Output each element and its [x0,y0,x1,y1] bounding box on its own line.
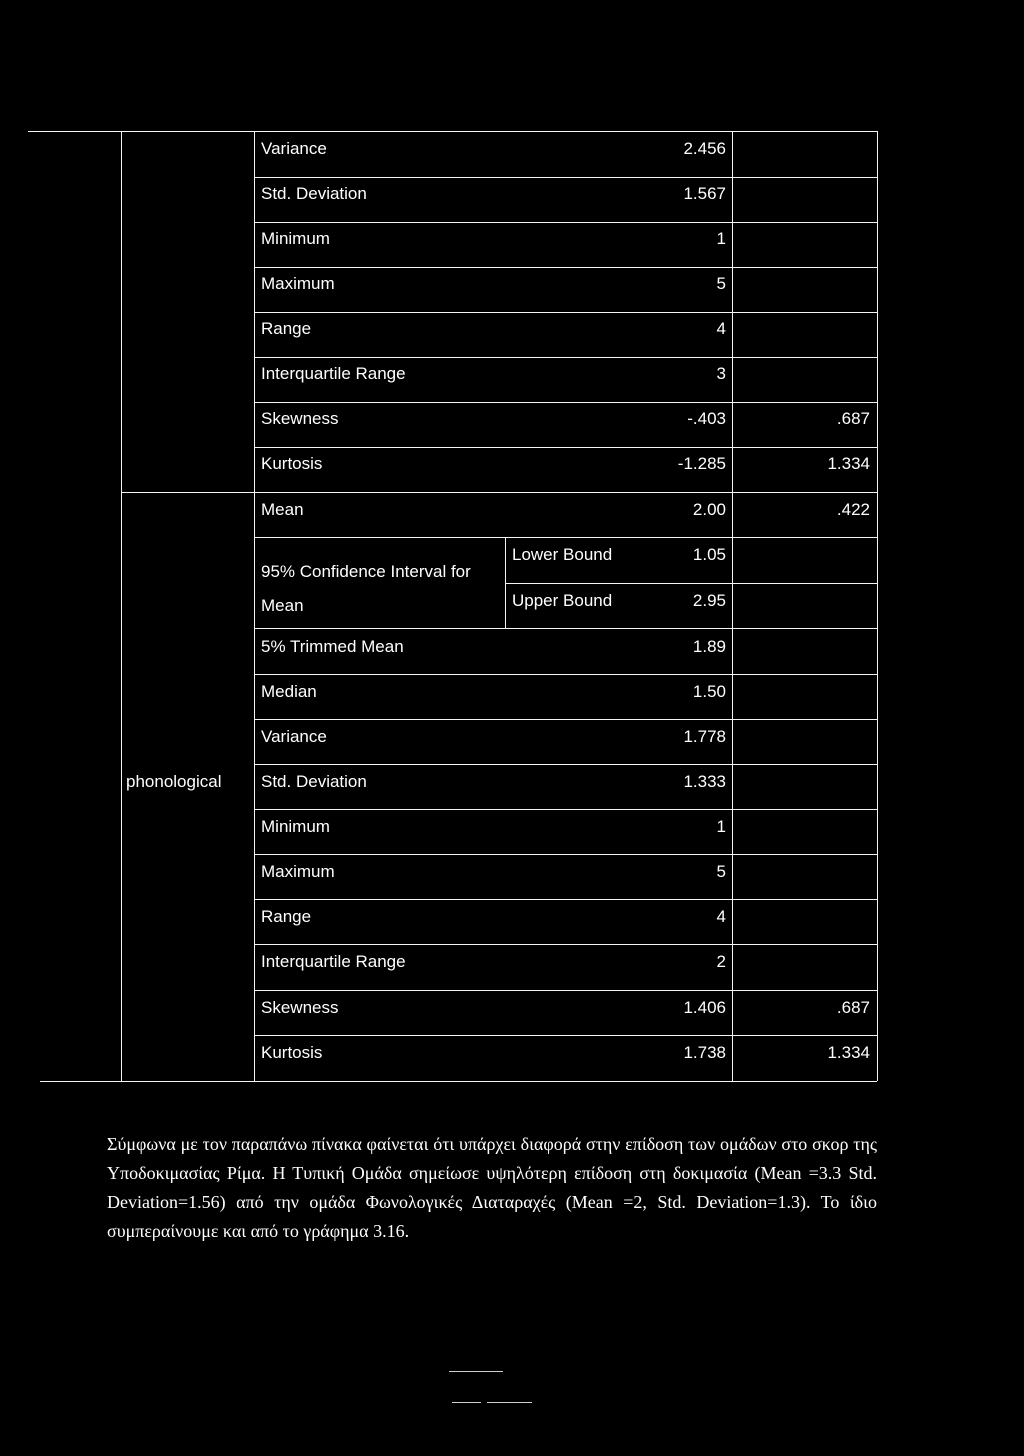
statistic-label: Range [261,907,312,926]
row-divider [254,1035,877,1036]
statistic-label: 5% Trimmed Mean [261,637,404,656]
statistic-value: 2 [716,952,726,971]
statistic-value: 1.406 [683,998,726,1017]
row-divider [254,944,877,945]
row-divider [254,222,877,223]
row-divider [254,719,877,720]
statistic-label: Std. Deviation [261,772,367,791]
row-divider [254,674,877,675]
row-divider [254,357,877,358]
statistic-value: 5 [716,862,726,881]
statistic-value: 1.05 [692,545,726,564]
statistic-label: Skewness [261,409,339,428]
row-divider [254,267,877,268]
statistic-value: 1.778 [683,727,726,746]
footer-rule-upper [449,1371,503,1372]
row-divider [254,899,877,900]
statistic-value: 5 [716,274,726,293]
row-divider [254,402,877,403]
row-divider [254,764,877,765]
row-divider [254,628,877,629]
row-divider [254,312,877,313]
table-right-border [877,131,878,1081]
statistic-value: -1.285 [677,454,726,473]
row-divider [254,809,877,810]
confidence-subcolumn-divider [505,537,506,628]
statistic-value: 1.738 [683,1043,726,1062]
table-top-border [121,131,877,132]
statistic-std-error: .687 [836,998,870,1017]
row-divider [254,990,877,991]
statistic-value: 4 [716,319,726,338]
outer-left-border [121,131,122,1081]
statistic-value: 1 [716,817,726,836]
statistic-label: Std. Deviation [261,184,367,203]
confidence-interval-label: 95% Confidence Interval for Mean [261,562,471,615]
statistic-value: 1.50 [692,682,726,701]
statistic-std-error: 1.334 [827,454,870,473]
statistic-std-error: .422 [836,500,870,519]
statistic-label: Minimum [261,817,330,836]
table-bottom-border [40,1081,877,1082]
confidence-upper-bound-label: Upper Bound [512,591,613,610]
statistic-label: Interquartile Range [261,364,406,383]
statistic-std-error: .687 [836,409,870,428]
confidence-lower-bound-label: Lower Bound [512,545,613,564]
statistic-label: Range [261,319,312,338]
row-divider [254,854,877,855]
statistic-label: Interquartile Range [261,952,406,971]
group-label-phonological: phonological [126,772,222,791]
footer-rule-lower-left [452,1402,481,1403]
statistic-label: Kurtosis [261,1043,323,1062]
value-column-divider [732,131,733,1081]
statistic-label: Skewness [261,998,339,1017]
footer-rule-lower-right [487,1402,532,1403]
confidence-subrow-divider [505,583,877,584]
statistic-std-error: 1.334 [827,1043,870,1062]
results-paragraph: Σύμφωνα με τον παραπάνω πίνακα φαίνεται ότι υπάρχει διαφορά στην επίδοση των ομάδων στο σκορ της Υποδοκιμασίας Ρίμα. Η Τυπική Ομάδα σημείωσε υψηλότερη επίδοση στη δοκιμασία (Mean =3.3 Std. Deviation=1.56) από την ομάδα Φωνολογικές Διαταραχές (Mean =2, Std. Deviation=1.3). Το ίδιο συμπεραίνουμε και από το γράφημα 3.16. [107,1134,877,1241]
statistic-value: 1 [716,229,726,248]
statistic-label: Median [261,682,317,701]
statistic-label: Variance [261,727,327,746]
statistic-column-divider [254,131,255,1081]
statistic-value: 1.567 [683,184,726,203]
row-divider [254,177,877,178]
row-divider [254,537,877,538]
statistic-label: Maximum [261,274,335,293]
statistic-value: 3 [716,364,726,383]
statistic-label: Minimum [261,229,330,248]
statistic-value: 4 [716,907,726,926]
statistic-value: 1.333 [683,772,726,791]
row-divider [254,447,877,448]
statistic-value: 2.00 [692,500,726,519]
statistic-label: Variance [261,139,327,158]
statistic-value: 1.89 [692,637,726,656]
statistic-label: Kurtosis [261,454,323,473]
statistic-value: 2.456 [683,139,726,158]
statistic-value: -.403 [687,409,726,428]
statistic-label: Maximum [261,862,335,881]
group-divider [121,492,877,493]
top-left-rule [28,131,121,132]
statistic-label: Mean [261,500,304,519]
statistic-value: 2.95 [692,591,726,610]
